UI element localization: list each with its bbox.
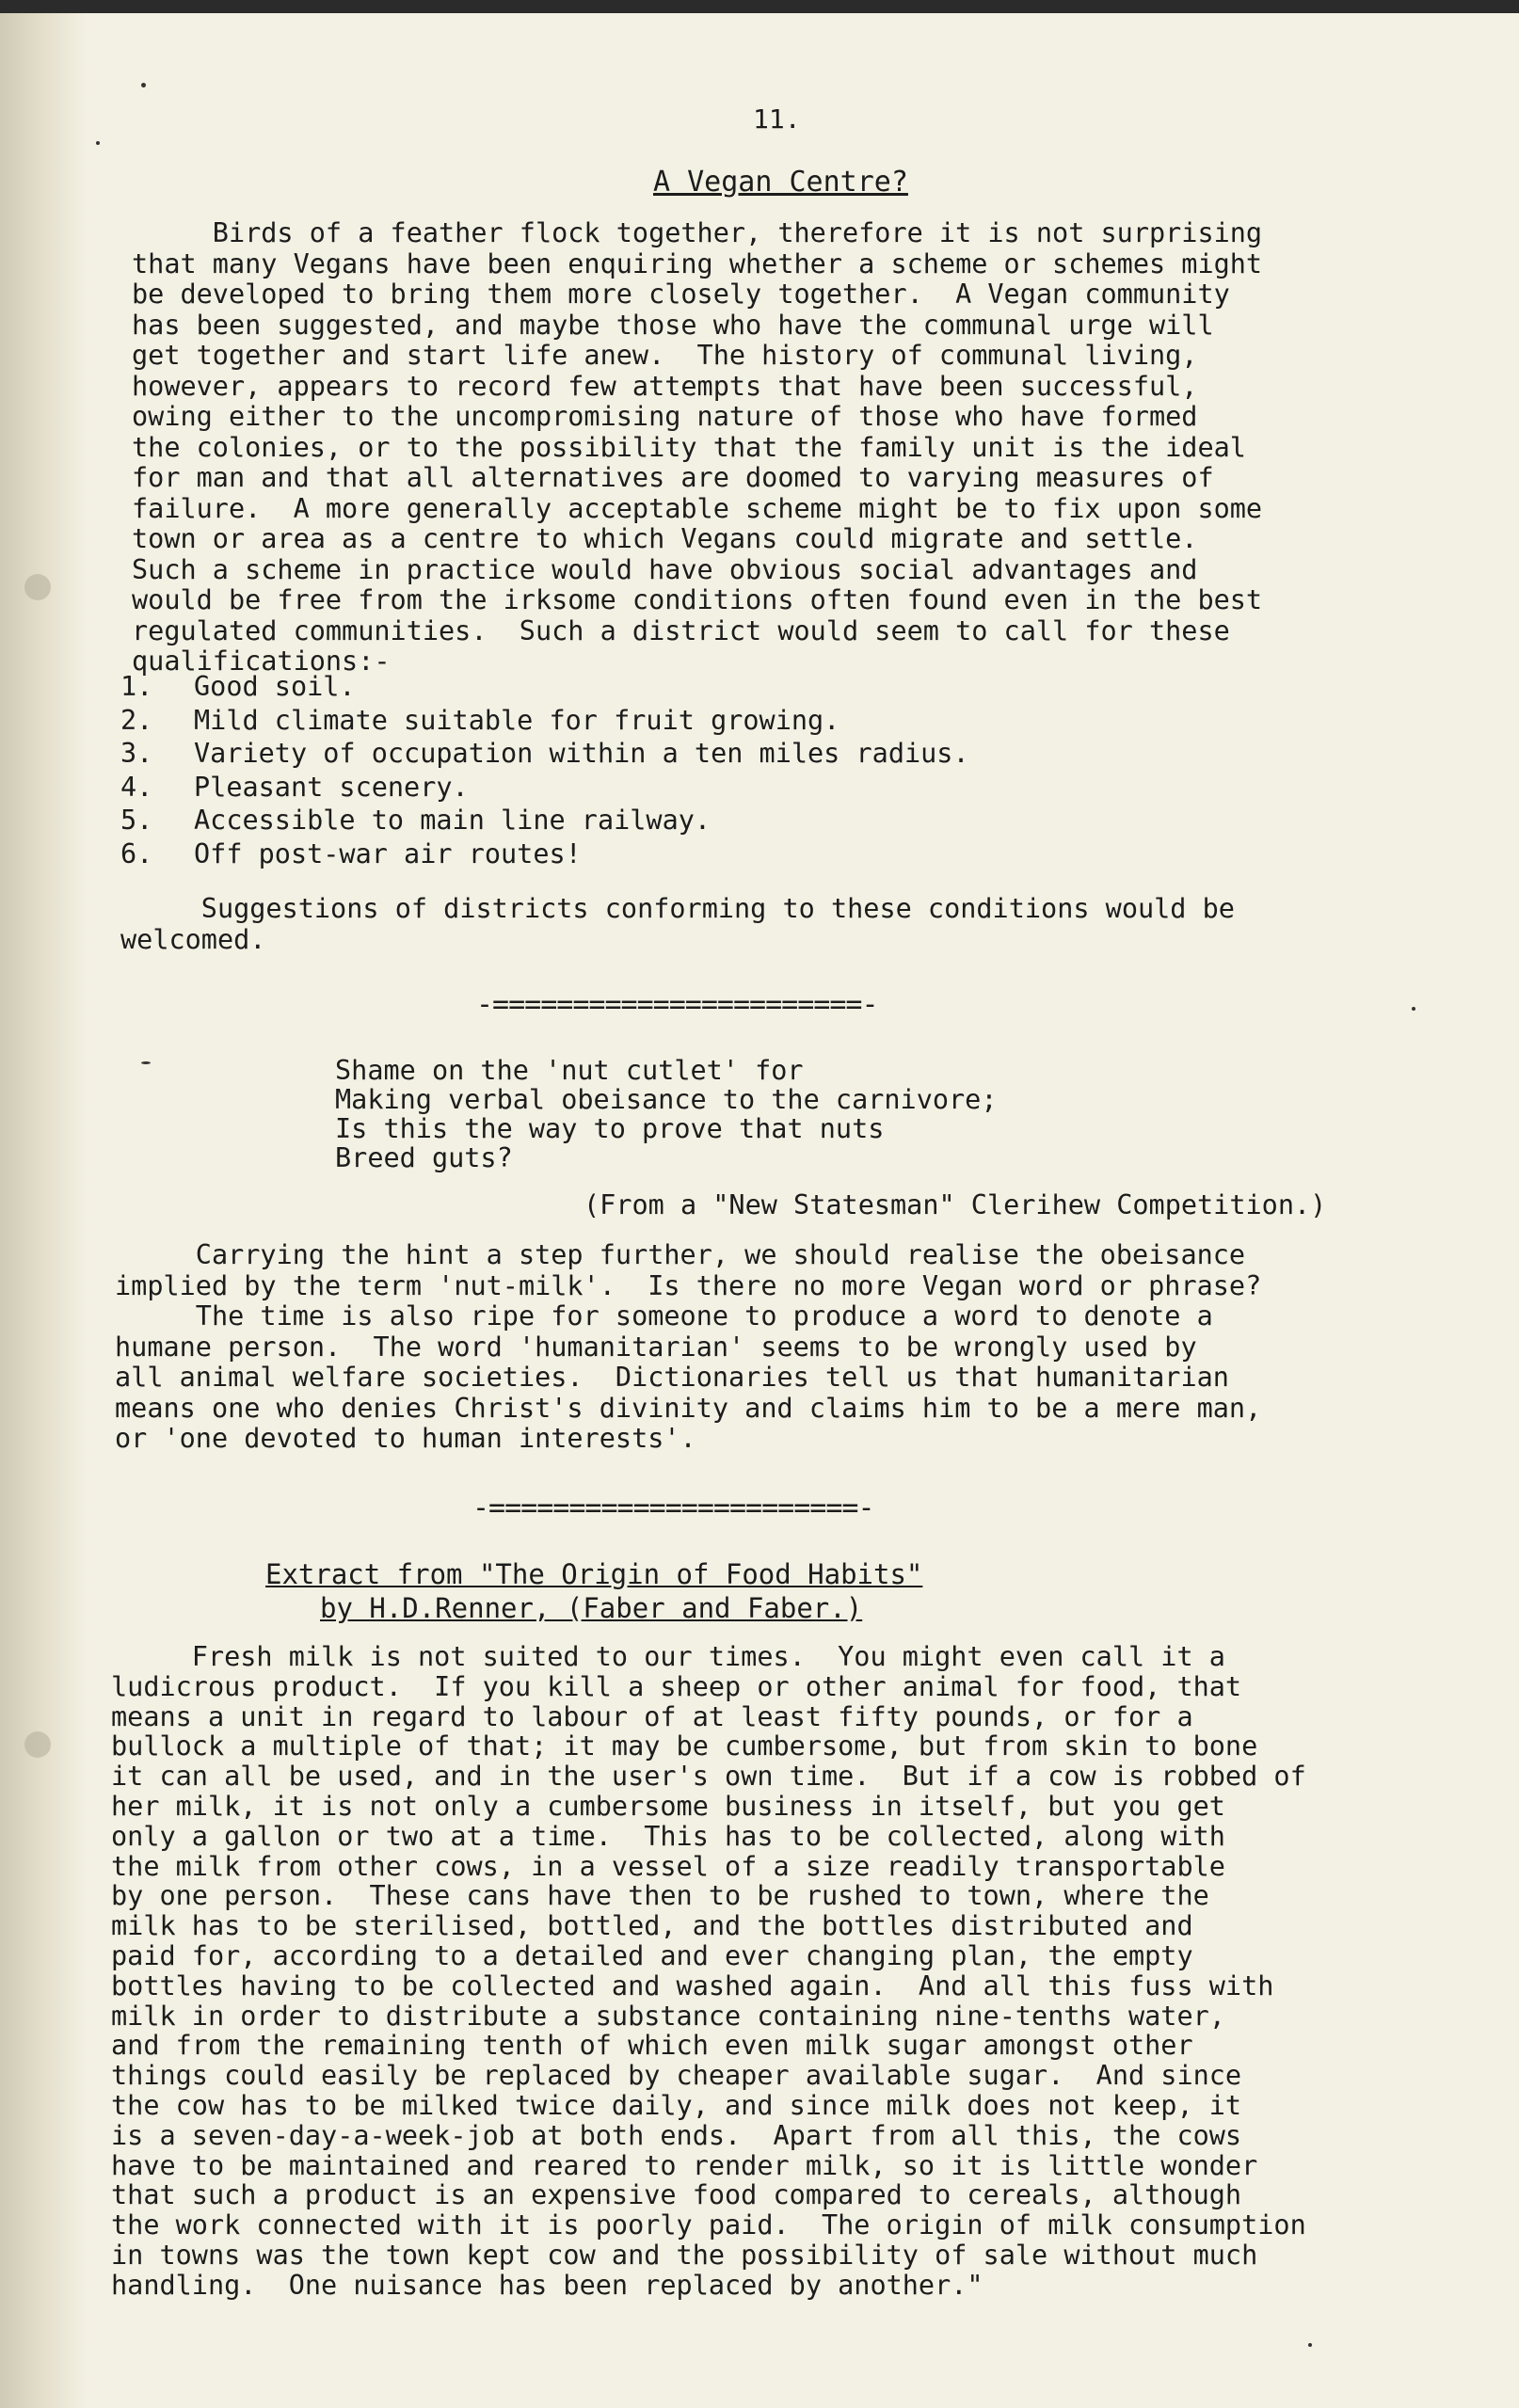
text-line: welcomed. — [120, 923, 266, 955]
list-item-number: 6. — [120, 837, 153, 869]
list-item-text: Good soil. — [194, 671, 356, 702]
list-item — [120, 804, 969, 837]
page-number: 11. — [753, 104, 801, 135]
text-line: handling. One nuisance has been replaced by another." — [111, 2269, 983, 2301]
text-line: humane person. The word 'humanitarian' seems to be wrongly used by — [115, 1331, 1197, 1363]
text-line: all animal welfare societies. Dictionaries tell us that humanitarian — [115, 1362, 1229, 1393]
list-item-number: 3. — [120, 738, 153, 769]
scan-speck — [96, 141, 100, 145]
scan-speck — [141, 1061, 151, 1064]
list-item-text: Variety of occupation within a ten miles radius. — [194, 738, 969, 769]
text-line: means a unit in regard to labour of at least fifty pounds, or for a — [111, 1700, 1193, 1732]
extract-author-line: by H.D.Renner, (Faber and Faber.) — [320, 1592, 863, 1624]
text-line: that such a product is an expensive food compared to cereals, although — [111, 2179, 1242, 2211]
list-item — [120, 670, 969, 704]
list-item-text: Mild climate suitable for fruit growing. — [194, 704, 840, 736]
text-line: get together and start life anew. The history of communal living, — [132, 340, 1198, 371]
scan-speck — [1308, 2343, 1312, 2347]
list-item — [120, 737, 969, 771]
list-item — [120, 704, 969, 738]
text-line: the work connected with it is poorly paid. The origin of milk consumption — [111, 2209, 1306, 2241]
text-line: bottles having to be collected and washed again. And all this fuss with — [111, 1969, 1274, 2001]
obeisance-paragraph — [115, 1240, 1261, 1455]
list-item-text: Off post-war air routes! — [194, 837, 582, 869]
poem-line: Shame on the 'nut cutlet' for — [335, 1055, 804, 1086]
extract-title-line: Extract from "The Origin of Food Habits" — [265, 1558, 923, 1590]
milk-extract-paragraph — [111, 1642, 1306, 2301]
text-line: the cow has to be milked twice daily, and since milk does not keep, it — [111, 2089, 1242, 2121]
suggestions-paragraph — [120, 894, 1235, 955]
text-line: milk in order to distribute a substance containing nine-tenths water, — [111, 2000, 1225, 2032]
text-line: Birds of a feather flock together, therefore it is not surprising — [132, 217, 1263, 248]
section-title-vegan-centre: A Vegan Centre? — [653, 166, 908, 199]
scan-speck — [141, 83, 146, 88]
list-item-text: Pleasant scenery. — [194, 771, 469, 803]
text-line: paid for, according to a detailed and ever changing plan, the empty — [111, 1939, 1193, 1971]
vegan-centre-paragraph — [132, 218, 1262, 678]
text-line: only a gallon or two at a time. This has to be collected, along with — [111, 1820, 1225, 1852]
text-line: town or area as a centre to which Vegans could migrate and settle. — [132, 523, 1198, 554]
text-line: it can all be used, and in the user's own time. But if a cow is robbed of — [111, 1761, 1306, 1793]
text-line: for man and that all alternatives are doomed to varying measures of — [132, 462, 1214, 493]
clerihew-poem — [335, 1056, 998, 1172]
list-item-text: Accessible to main line railway. — [194, 805, 712, 836]
text-line: Suggestions of districts conforming to these conditions would be — [120, 893, 1235, 924]
page-margin-shadow — [0, 0, 87, 2408]
text-line: The time is also ripe for someone to produce a word to denote a — [115, 1300, 1213, 1332]
text-line: means one who denies Christ's divinity and claims him to be a mere man, — [115, 1392, 1262, 1424]
text-line: or 'one devoted to human interests'. — [115, 1423, 696, 1454]
text-line: have to be maintained and reared to render milk, so it is little wonder — [111, 2149, 1258, 2181]
text-line: things could easily be replaced by cheaper available sugar. And since — [111, 2060, 1242, 2092]
list-item-number: 5. — [120, 805, 153, 836]
text-line: Carrying the hint a step further, we should realise the obeisance — [115, 1239, 1246, 1270]
poem-attribution: (From a "New Statesman" Clerihew Competition.) — [584, 1189, 1327, 1220]
text-line: bullock a multiple of that; it may be cumbersome, but from skin to bone — [111, 1730, 1258, 1762]
extract-title — [265, 1557, 922, 1625]
qualifications-list — [120, 670, 969, 870]
text-line: by one person. These cans have then to be rushed to town, where the — [111, 1880, 1209, 1912]
text-line: her milk, it is not only a cumbersome business in itself, but you get — [111, 1790, 1225, 1822]
text-line: regulated communities. Such a district would seem to call for these — [132, 614, 1230, 646]
poem-line: Breed guts? — [335, 1142, 513, 1173]
text-line: be developed to bring them more closely together. A Vegan community — [132, 279, 1230, 310]
text-line: owing either to the uncompromising nature of those who have formed — [132, 401, 1198, 432]
list-item-number: 2. — [120, 704, 153, 736]
text-line: failure. A more generally acceptable scheme might be to fix upon some — [132, 492, 1263, 524]
scan-speck — [1412, 1007, 1415, 1011]
text-line: would be free from the irksome conditions often found even in the best — [132, 584, 1263, 615]
list-item — [120, 771, 969, 805]
text-line: the milk from other cows, in a vessel of a size readily transportable — [111, 1850, 1225, 1882]
text-line: and from the remaining tenth of which even milk sugar amongst other — [111, 2030, 1193, 2062]
text-line: qualifications:- — [132, 646, 391, 677]
text-line: milk has to be sterilised, bottled, and the bottles distributed and — [111, 1910, 1193, 1942]
list-item-number: 4. — [120, 771, 153, 803]
text-line: Fresh milk is not suited to our times. You might even call it a — [111, 1641, 1225, 1672]
poem-line: Making verbal obeisance to the carnivore; — [335, 1084, 998, 1115]
text-line: however, appears to record few attempts that have been successful, — [132, 370, 1198, 402]
list-item-number: 1. — [120, 671, 153, 702]
punch-hole — [24, 574, 51, 600]
scan-top-edge — [0, 0, 1519, 13]
poem-line: Is this the way to prove that nuts — [335, 1113, 885, 1144]
text-line: in towns was the town kept cow and the possibility of sale without much — [111, 2239, 1258, 2271]
text-line: is a seven-day-a-week-job at both ends. Apart from all this, the cows — [111, 2119, 1242, 2151]
text-line: has been suggested, and maybe those who have the communal urge will — [132, 309, 1214, 341]
text-line: that many Vegans have been enquiring whether a scheme or schemes might — [132, 247, 1263, 279]
list-item — [120, 837, 969, 871]
section-divider: -=======================- — [472, 1491, 874, 1524]
section-divider: -=======================- — [476, 988, 878, 1021]
text-line: the colonies, or to the possibility that the family unit is the ideal — [132, 431, 1246, 463]
text-line: Such a scheme in practice would have obvious social advantages and — [132, 553, 1198, 585]
text-line: ludicrous product. If you kill a sheep or other animal for food, that — [111, 1670, 1242, 1702]
text-line: implied by the term 'nut-milk'. Is there no more Vegan word or phrase? — [115, 1269, 1262, 1301]
punch-hole — [24, 1731, 51, 1758]
